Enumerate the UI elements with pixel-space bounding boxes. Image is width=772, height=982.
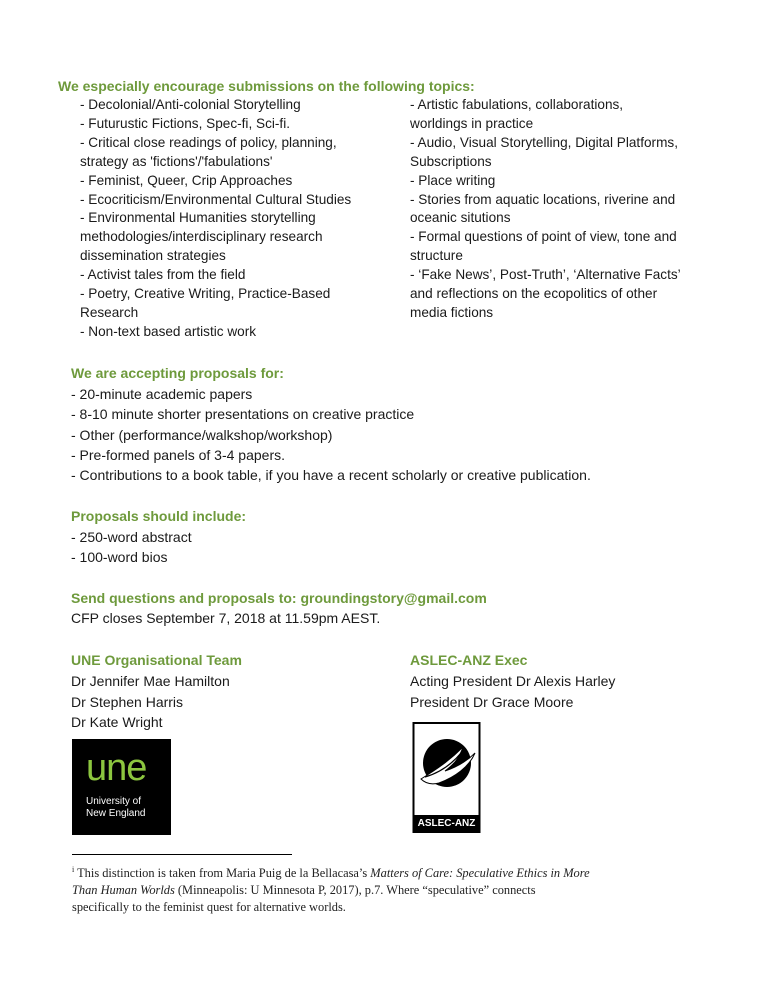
une-logo bbox=[72, 739, 171, 835]
topics-right-column bbox=[410, 96, 740, 323]
topic-item: methodologies/interdisciplinary research bbox=[80, 229, 323, 245]
une-team-heading: UNE Organisational Team bbox=[71, 652, 242, 668]
une-logo-line2: New England bbox=[86, 808, 146, 819]
topic-item: - Stories from aquatic locations, riverine and bbox=[410, 191, 676, 207]
aslec-heading: ASLEC-ANZ Exec bbox=[410, 652, 528, 668]
contact-heading: Send questions and proposals to: groundingstory@gmail.com bbox=[71, 590, 487, 606]
aslec-list bbox=[410, 671, 615, 712]
topic-item: - Formal questions of point of view, tone and bbox=[410, 229, 677, 245]
topic-item: - Activist tales from the field bbox=[80, 267, 246, 283]
topic-item: - Critical close readings of policy, planning, bbox=[80, 134, 337, 150]
footnote-title-line2: Than Human Worlds bbox=[72, 883, 175, 898]
topic-item: - Artistic fabulations, collaborations, bbox=[410, 97, 624, 112]
topics-heading: We especially encourage submissions on the following topics: bbox=[58, 78, 475, 94]
footnote-line3: specifically to the feminist quest for alternative worlds. bbox=[72, 900, 346, 915]
topic-item: Research bbox=[80, 304, 139, 320]
topic-item: - ‘Fake News’, Post-Truth’, ‘Alternative Facts’ bbox=[410, 267, 681, 283]
topic-item: - Decolonial/Anti-colonial Storytelling bbox=[80, 97, 301, 112]
topic-item: - Poetry, Creative Writing, Practice-Based bbox=[80, 286, 331, 302]
include-item: - 100-word bios bbox=[71, 549, 168, 565]
proposal-item: - Pre-formed panels of 3-4 papers. bbox=[71, 446, 285, 463]
include-list bbox=[71, 527, 192, 567]
topic-item: - Place writing bbox=[410, 172, 496, 188]
topic-item: dissemination strategies bbox=[80, 248, 226, 264]
include-heading: Proposals should include: bbox=[71, 508, 247, 524]
aslec-logo-label: ASLEC-ANZ bbox=[417, 818, 476, 829]
topic-item: - Feminist, Queer, Crip Approaches bbox=[80, 172, 293, 188]
topic-item: worldings in practice bbox=[410, 115, 534, 131]
proposal-item: - 8-10 minute shorter presentations on creative practice bbox=[71, 406, 415, 423]
une-team-member: Dr Kate Wright bbox=[71, 714, 163, 730]
proposals-list bbox=[71, 384, 591, 485]
topics-left-column bbox=[80, 96, 400, 342]
proposal-item: - Other (performance/walkshop/workshop) bbox=[71, 426, 333, 443]
une-team-member: Dr Stephen Harris bbox=[71, 693, 184, 710]
topic-item: oceanic situtions bbox=[410, 210, 511, 226]
proposal-item: - 20-minute academic papers bbox=[71, 386, 253, 402]
topic-item: strategy as 'fictions'/'fabulations' bbox=[80, 153, 273, 169]
une-team-list bbox=[71, 671, 230, 733]
topic-item: media fictions bbox=[410, 304, 494, 320]
topic-item: - Ecocriticism/Environmental Cultural Studies bbox=[80, 191, 352, 207]
topic-item: structure bbox=[410, 248, 463, 264]
une-logo-line1: University of bbox=[86, 796, 142, 807]
aslec-logo bbox=[411, 719, 482, 835]
proposals-heading: We are accepting proposals for: bbox=[71, 365, 284, 381]
aslec-member: Acting President Dr Alexis Harley bbox=[410, 673, 616, 689]
proposal-item: - Contributions to a book table, if you have a recent scholarly or creative publication. bbox=[71, 467, 591, 484]
une-team-member: Dr Jennifer Mae Hamilton bbox=[71, 673, 230, 689]
footnote-text-before: This distinction is taken from Maria Puig de la Bellacasa’s bbox=[77, 866, 371, 881]
topic-item: - Environmental Humanities storytelling bbox=[80, 210, 316, 226]
include-item: - 250-word abstract bbox=[71, 529, 192, 545]
footnote-marker: i bbox=[72, 865, 75, 874]
topic-item: - Non-text based artistic work bbox=[80, 323, 257, 339]
topic-item: Subscriptions bbox=[410, 153, 492, 169]
une-logo-mark: une bbox=[86, 747, 147, 789]
footnote-divider bbox=[72, 854, 292, 855]
footnote-title-line1: Matters of Care: Speculative Ethics in More bbox=[370, 866, 590, 881]
footnote-text-after: (Minneapolis: U Minnesota P, 2017), p.7. Where “speculative” connects bbox=[174, 883, 536, 898]
topic-item: - Futurustic Fictions, Spec-fi, Sci-fi. bbox=[80, 115, 290, 131]
aslec-member: President Dr Grace Moore bbox=[410, 693, 574, 710]
cfp-closing: CFP closes September 7, 2018 at 11.59pm AEST. bbox=[71, 610, 381, 626]
topic-item: and reflections on the ecopolitics of other bbox=[410, 286, 658, 302]
topic-item: - Audio, Visual Storytelling, Digital Platforms, bbox=[410, 134, 678, 150]
footnote bbox=[72, 861, 732, 916]
